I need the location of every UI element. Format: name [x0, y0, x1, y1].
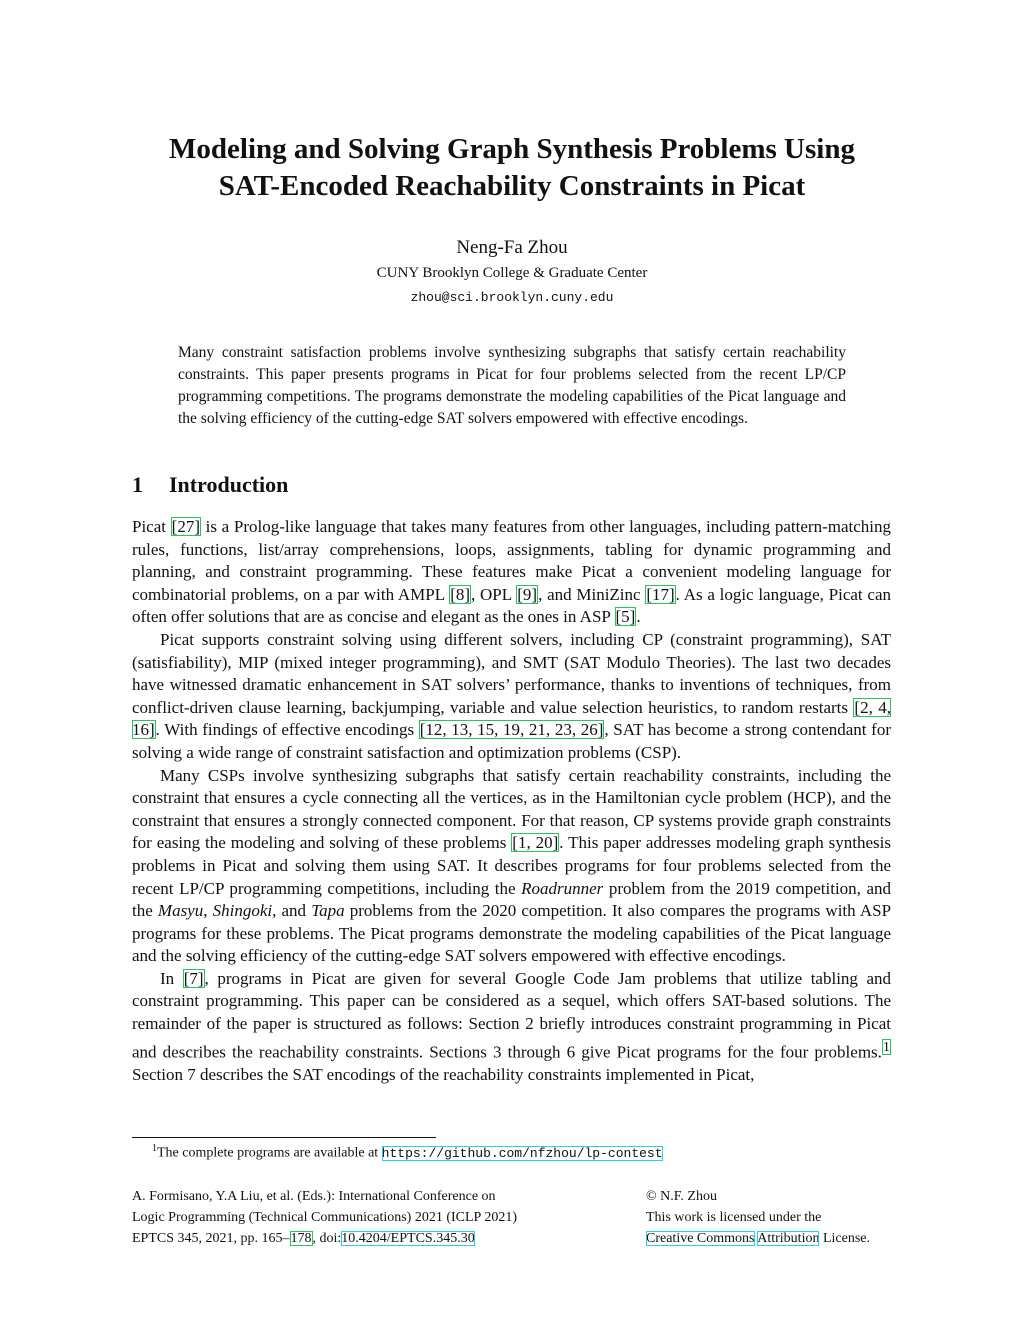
section-number: 1 — [132, 472, 143, 497]
citation-link[interactable]: [5] — [615, 607, 636, 627]
creative-commons-link[interactable]: Creative Commons — [646, 1231, 755, 1246]
paper-title — [0, 131, 1024, 205]
section-body — [132, 516, 891, 1087]
citation-link[interactable]: [9] — [517, 584, 538, 604]
paragraph-4: In [7], programs in Picat are given for several Google Code Jam problems that utilize tabling and constraint programming. This paper can be considered as a sequel, which offers SAT-based solutions. The remainder of the paper is structured as follows: Section 2 briefly introduces constraint programming in Picat and describes the reachability constraints. Sections 3 through 6 give Picat programs for the four problems.$^1$ Section 7 describes the SAT encodings of the reachability constraints implemented in Picat, — [132, 968, 891, 1084]
citation-link[interactable]: [12, 13, 15, 19, 21, 23, 26] — [419, 720, 604, 740]
footnote-link[interactable]: 1 — [882, 1038, 890, 1055]
author-affiliation: CUNY Brooklyn College & Graduate Center — [376, 265, 648, 281]
footnote-divider — [132, 1137, 436, 1138]
venue-info: A. Formisano, Y.A Liu, et al. (Eds.): International Conference on Logic Programming (Technical Communications) 2021 (ICLP 2021) EPTCS 345, 2021, pp. 165–178, doi:10.4204/EPTCS.345.30 — [132, 1189, 517, 1246]
citation-link[interactable]: [2, 4, 16] — [132, 697, 891, 740]
license-info: © N.F. Zhou This work is licensed under the Creative Commons Attribution License. — [646, 1189, 870, 1246]
last-page-link[interactable]: 178 — [290, 1231, 312, 1246]
title-line-2: SAT-Encoded Reachability Constraints in Picat — [218, 170, 806, 202]
author-name: Neng-Fa Zhou — [456, 237, 568, 258]
title-line-1: Modeling and Solving Graph Synthesis Problems Using — [169, 133, 855, 165]
paragraph-1: Picat [27] is a Prolog-like language that takes many features from other languages, including pattern-matching rules, functions, list/array comprehensions, loops, assignments, tabling for dynamic programming and planning, and constraint programming. These features make Picat a convenient modeling language for combinatorial problems, on a par with AMPL [8], OPL [9], and MiniZinc [17]. As a logic language, Picat can often offer solutions that are as concise and elegant as the ones in ASP [5]. — [132, 517, 891, 627]
citation-link[interactable]: [7] — [183, 968, 204, 988]
section-heading — [132, 472, 288, 498]
footnote-mark: 1 — [152, 1143, 157, 1154]
citation-link[interactable]: [8] — [450, 584, 471, 604]
paragraph-3: Many CSPs involve synthesizing subgraphs that satisfy certain reachability constraints, including the constraint that ensures a cycle connecting all the vertices, as in the Hamiltonian cycle problem (HCP), and the constraint that ensures a strongly connected component. For that reason, CP systems provide graph constraints for easing the modeling and solving of these problems [1, 20]. This paper addresses modeling graph synthesis problems in Picat and solving them using SAT. It describes programs for four problems selected from the recent LP/CP programming competitions, including the Roadrunner problem from the 2019 competition, and the Masyu, Shingoki, and Tapa problems from the 2020 competition. It also compares the programs with ASP programs for these problems. The Picat programs demonstrate the modeling capabilities of the Picat language and the solving efficiency of the cutting-edge SAT solvers empowered with effective encodings. — [132, 765, 892, 966]
footnote-url-link[interactable]: https://github.com/nfzhou/lp-contest — [381, 1145, 663, 1161]
footnote: $^1$The complete programs are available at https://github.com/nfzhou/lp-contest — [152, 1143, 663, 1161]
attribution-link[interactable]: Attribution — [757, 1231, 820, 1246]
author-email: zhou@sci.brooklyn.cuny.edu — [410, 290, 614, 305]
citation-link[interactable]: [17] — [646, 584, 675, 604]
abstract: Many constraint satisfaction problems involve synthesizing subgraphs that satisfy certain reachability constraints. This paper presents programs in Picat for four problems selected from the recent LP/CP programming competitions. The programs demonstrate the modeling capabilities of the Picat language and the solving efficiency of the cutting-edge SAT solvers empowered with effective encodings. — [178, 344, 846, 427]
section-title: Introduction — [169, 472, 289, 497]
doi-link[interactable]: 10.4204/EPTCS.345.30 — [341, 1231, 475, 1246]
citation-link[interactable]: [27] — [171, 517, 200, 536]
citation-link[interactable]: [1, 20] — [512, 833, 559, 853]
paragraph-2: Picat supports constraint solving using different solvers, including CP (constraint programming), SAT (satisfiability), MIP (mixed integer programming), and SMT (SAT Modulo Theories). The last two decades have witnessed dramatic enhancement in SAT solvers’ performance, thanks to inventions of techniques, from conflict-driven clause learning, backjumping, variable and value selection heuristics, to random restarts [2, 4, 16]. With findings of effective encodings [12, 13, 15, 19, 21, 23, 26], SAT has become a strong contendant for solving a wide range of constraint satisfaction and optimization problems (CSP). — [132, 629, 891, 762]
